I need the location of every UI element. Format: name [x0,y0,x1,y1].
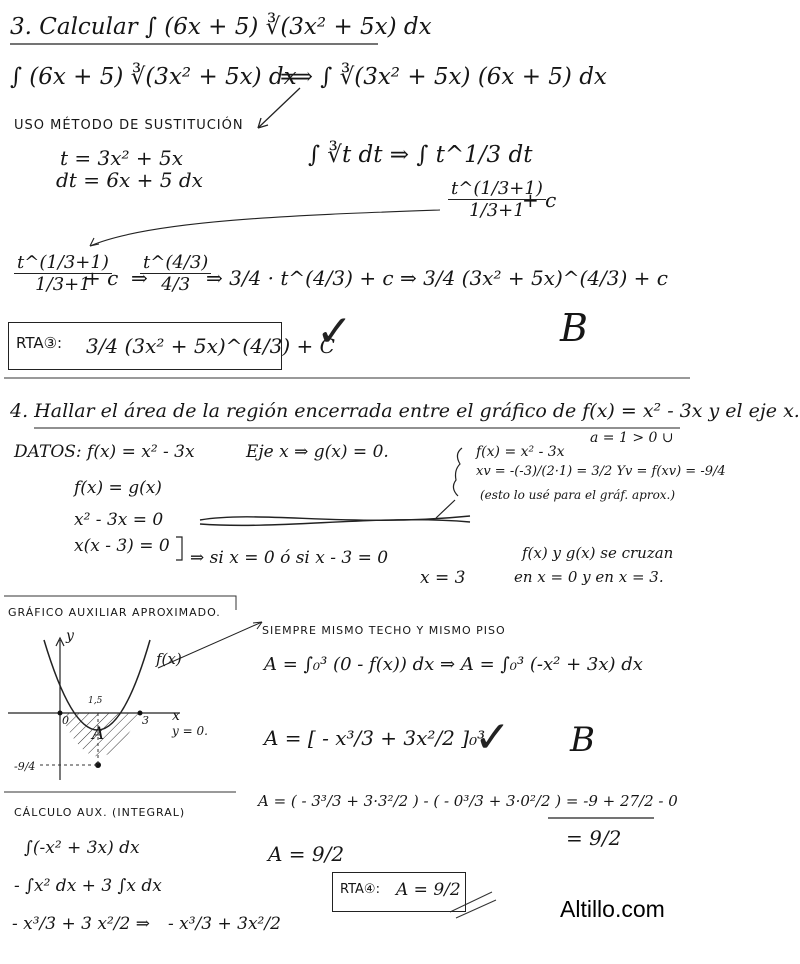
ex4-graph-x-label: x [172,708,180,724]
ex4-cross-2: en x = 0 y en x = 3. [514,568,664,586]
ex4-grade: B [570,720,595,760]
ex4-graph-area-label: A [92,724,105,744]
ex3-title: 3. Calcular ∫ (6x + 5) ∛(3x² + 5x) dx [10,14,432,40]
ex4-calc-line-3: - x³/3 + 3 x²/2 ⇒ [12,914,150,934]
checkmark-icon: ✓ [316,306,353,357]
ex4-calc-title: CÁLCULO AUX. (INTEGRAL) [14,806,186,819]
ex4-siempre: SIEMPRE MISMO TECHO Y MISMO PISO [262,624,506,637]
ex3-chain-fraction-2 [140,252,211,295]
ex3-chain-plus-c-1: + c ⇒ [84,266,148,290]
ex4-graph-vertex-x: 1,5 [88,696,103,706]
ex4-aside-concavity: a = 1 > 0 ∪ [590,430,674,446]
ex4-graph-y0-label: y = 0. [172,724,208,738]
ex3-sub-dt: dt = 6x + 5 dx [56,168,203,192]
fraction-numerator: t^(1/3+1) [448,178,546,200]
ex3-int-t: ∫ ∛t dt ⇒ ∫ t^1/3 dt [308,142,533,168]
ex4-eq-fg: f(x) = g(x) [74,478,162,498]
ex4-area-antiderivative: A = [ - x³/3 + 3x²/2 ]₀³ [264,726,486,750]
fraction-denominator: 4/3 [161,274,191,295]
watermark: Altillo.com [560,896,665,922]
ex3-method: USO MÉTODO DE SUSTITUCIÓN [14,118,244,133]
ex4-cross-1: f(x) y g(x) se cruzan [522,544,674,562]
ex4-area-evaluation: A = ( - 3³/3 + 3·3²/2 ) - ( - 0³/3 + 3·0²/2 ) = -9 + 27/2 - 0 [258,792,678,810]
ex4-datos: DATOS: f(x) = x² - 3x [14,442,195,462]
ex4-calc-line-2: - ∫x² dx + 3 ∫x dx [14,876,162,896]
fraction-denominator: 1/3+1 [35,274,91,295]
ex3-sub-t: t = 3x² + 5x [60,146,184,170]
ex4-aside-f: f(x) = x² - 3x [476,444,565,460]
ex3-integral-right: ⟹ ∫ ∛(3x² + 5x) (6x + 5) dx [280,64,607,90]
ex4-graph-three: 3 [142,714,149,727]
checkmark-icon: ✓ [474,712,511,763]
ex4-answer-value: A = 9/2 [396,880,461,900]
ex3-grade: B [560,306,588,350]
ex4-eq-quadratic: x² - 3x = 0 [74,510,164,530]
ex3-plus-c: + c [522,188,557,212]
fraction-denominator: 1/3+1 [469,200,525,221]
ex4-title: 4. Hallar el área de la región encerrada entre el gráfico de f(x) = x² - 3x y el eje x. [10,400,800,422]
ex4-graph-y-label: y [66,628,74,644]
ex4-area-result: = 9/2 [566,826,622,850]
ex4-aside-note: (esto lo usé para el gráf. aprox.) [480,488,676,502]
ex4-aside-vertex: xv = -(-3)/(2·1) = 3/2 Yv = f(xv) = -9/4 [476,464,726,479]
ex3-answer-value: 3/4 (3x² + 5x)^(4/3) + C [86,334,335,358]
ex4-graph-f-label: f(x) [156,650,182,668]
ex3-answer-label: RTA③: [16,334,63,352]
ex4-answer-label: RTA④: [340,882,380,897]
ex4-eje: Eje x ⇒ g(x) = 0. [246,442,389,462]
fraction-numerator: t^(4/3) [140,252,211,274]
ex3-chain-rest: ⇒ 3/4 · t^(4/3) + c ⇒ 3/4 (3x² + 5x)^(4/3) + c [206,266,668,290]
ex4-graph-vertex-y: -9/4 [14,760,36,773]
ex4-area-integral: A = ∫₀³ (0 - f(x)) dx ⇒ A = ∫₀³ (-x² + 3x) dx [264,654,643,675]
ex4-graph-zero: 0 [62,714,69,727]
ex4-calc-line-4: - x³/3 + 3x²/2 [168,914,281,934]
ex4-calc-line-1: ∫(-x² + 3x) dx [24,838,140,858]
ex4-graph-title: GRÁFICO AUXILIAR APROXIMADO. [8,606,221,619]
ex4-area-final: A = 9/2 [268,842,345,866]
ex4-eq-x3: x = 3 [420,568,466,588]
ex4-eq-factored: x(x - 3) = 0 [74,536,170,556]
ex3-integral-left: ∫ (6x + 5) ∛(3x² + 5x) dx [10,64,297,90]
ex4-eq-cases: ⇒ si x = 0 ó si x - 3 = 0 [190,548,389,568]
fraction-numerator: t^(1/3+1) [14,252,112,274]
